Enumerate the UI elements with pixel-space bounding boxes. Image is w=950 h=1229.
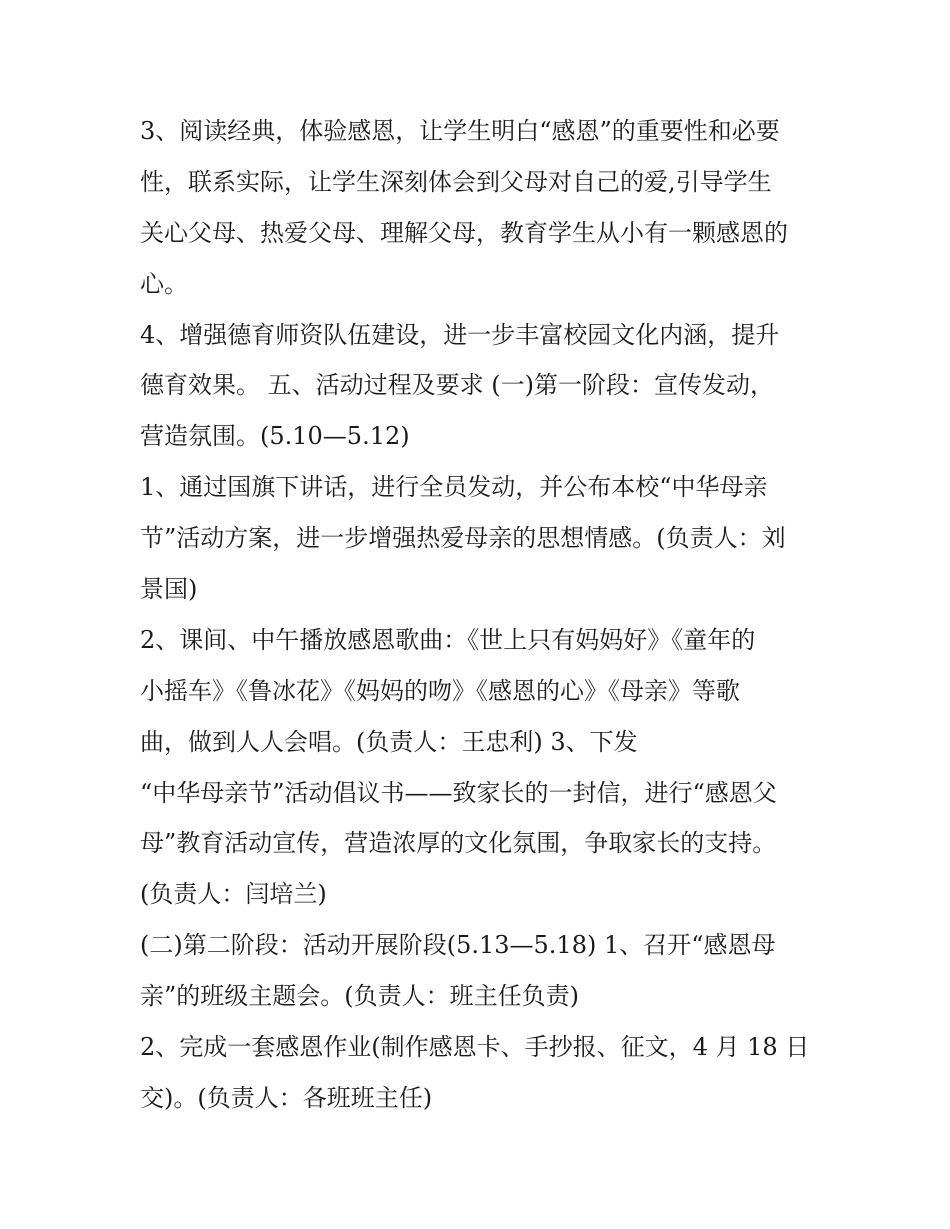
text-line: 1、通过国旗下讲话，进行全员发动，并公布本校“中华母亲 bbox=[140, 473, 768, 502]
document-body bbox=[140, 106, 820, 1124]
text-line: 营造氛围。(5.10—5.12) bbox=[140, 422, 410, 451]
text-line: 关心父母、热爱父母、理解父母，教育学生从小有一颗感恩的 bbox=[140, 218, 788, 247]
text-line: 曲，做到人人会唱。(负责人：王忠利) 3、下发 bbox=[140, 727, 638, 756]
text-line: (负责人：闫培兰) bbox=[140, 880, 327, 909]
text-line: 4、增强德育师资队伍建设，进一步丰富校园文化内涵，提升 bbox=[140, 320, 780, 349]
text-line: 节”活动方案，进一步增强热爱母亲的思想情感。(负责人：刘 bbox=[140, 524, 786, 553]
text-line: (二)第二阶段：活动开展阶段(5.13—5.18) 1、召开“感恩母 bbox=[140, 931, 776, 960]
text-line: “中华母亲节”活动倡议书——致家长的一封信，进行“感恩父 bbox=[140, 778, 777, 807]
text-line: 德育效果。 五、活动过程及要求 (一)第一阶段：宣传发动， bbox=[140, 371, 774, 400]
text-line: 性，联系实际，让学生深刻体会到父母对自己的爱,引导学生 bbox=[140, 167, 772, 196]
text-line: 3、阅读经典，体验感恩，让学生明白“感恩”的重要性和必要 bbox=[140, 117, 780, 145]
text-line: 心。 bbox=[140, 269, 188, 298]
text-line: 2、课间、中午播放感恩歌曲：《世上只有妈妈好》《童年的 bbox=[140, 625, 756, 654]
text-line: 小摇车》《鲁冰花》《妈妈的吻》《感恩的心》《母亲》等歌 bbox=[140, 676, 740, 705]
text-line: 母”教育活动宣传，营造浓厚的文化氛围，争取家长的支持。 bbox=[140, 829, 777, 858]
text-line: 交)。(负责人：各班班主任) bbox=[140, 1083, 433, 1112]
text-line: 2、完成一套感恩作业(制作感恩卡、手抄报、征文，4 月 18 日 bbox=[140, 1033, 810, 1062]
text-line: 景国) bbox=[140, 575, 198, 604]
text-line: 亲”的班级主题会。(负责人：班主任负责) bbox=[140, 982, 579, 1011]
